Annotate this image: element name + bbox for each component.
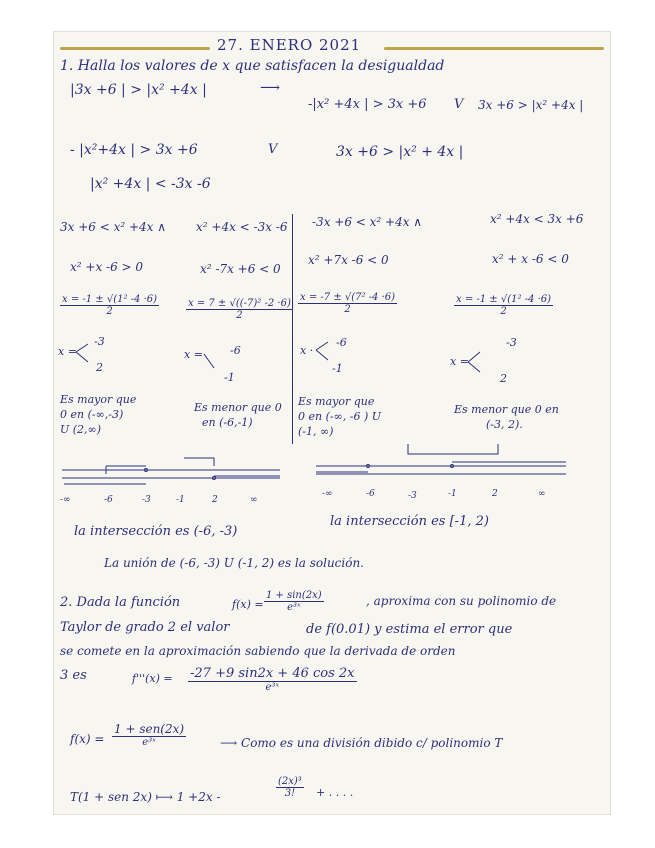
conclusion-2-line-1: Es menor que 0 xyxy=(194,401,282,414)
p2-taylor-lhs: T(1 + sen 2x) ⟼ 1 +2x - xyxy=(70,790,221,804)
sys1-b: x² +4x < -3x -6 xyxy=(196,220,288,234)
sys2-b: x² +4x < 3x +6 xyxy=(490,212,584,226)
p1-statement: 1. Halla los valores de x que satisfacen la desigualdad xyxy=(60,58,445,74)
page-date: 27. ENERO 2021 xyxy=(217,36,362,54)
quad-formula-1-num: x = -1 ± √(1² -4 ·6) xyxy=(62,294,158,305)
p2-lead: 2. Dada la función xyxy=(60,595,181,610)
root1-label: x = xyxy=(58,345,77,358)
p1-arrow: ⟶ xyxy=(260,80,281,96)
union-solution: La unión de (-6, -3) U (-1, 2) es la solución. xyxy=(104,556,364,570)
quad-formula-2 xyxy=(186,298,293,321)
p2-d3-den: e³ˣ xyxy=(265,682,279,693)
p2-line3: se comete en la aproximación sabiendo que la derivada de orden xyxy=(60,644,456,658)
sys2-a: -3x +6 < x² +4x ∧ xyxy=(312,215,423,229)
conclusion-3-line-2: 0 en (-∞, -6 ) U xyxy=(298,410,382,423)
conclusion-1-line-3: U (2,∞) xyxy=(60,423,102,436)
nl2-tick-3: -1 xyxy=(448,489,457,499)
quad-formula-4 xyxy=(454,294,553,317)
conclusion-3 xyxy=(298,394,381,439)
quad-formula-3-den: 2 xyxy=(344,304,351,315)
p1-case-b: 3x +6 > |x² +4x | xyxy=(478,98,584,112)
p2-taylor-den: 3! xyxy=(284,788,296,799)
quad-formula-1 xyxy=(60,294,159,317)
p1-or-1: V xyxy=(454,97,464,112)
p2-d3-lhs: f'''(x) = xyxy=(132,672,173,685)
column-divider xyxy=(292,214,293,444)
quad-formula-2-num: x = 7 ± √((-7)² -2 ·6) xyxy=(188,298,291,309)
nl1-tick-5: ∞ xyxy=(250,495,258,505)
eq3: x² +7x -6 < 0 xyxy=(308,253,389,267)
conclusion-1-line-2: 0 en (-∞,-3) xyxy=(60,408,124,421)
nl2-tick-2: -3 xyxy=(408,491,417,501)
root3-bot: -1 xyxy=(332,362,343,375)
quad-formula-3 xyxy=(298,292,397,315)
p2-f-num: 1 + sin(2x) xyxy=(266,590,322,601)
p1-case-a: -|x² +4x | > 3x +6 xyxy=(308,97,427,112)
header-rule-left xyxy=(60,47,210,50)
p2-d3-fraction xyxy=(188,666,357,693)
p2-fx2-num: 1 + sen(2x) xyxy=(114,722,185,736)
nl2-tick-0: -∞ xyxy=(322,489,333,499)
quad-formula-2-den: 2 xyxy=(236,310,243,321)
conclusion-4-line-2: (-3, 2). xyxy=(486,418,523,431)
conclusion-2-line-2: en (-6,-1) xyxy=(202,416,253,429)
number-line-left xyxy=(54,446,294,510)
root3-label: x · xyxy=(300,344,314,357)
p2-tail1: , aproxima con su polinomio de xyxy=(366,594,557,608)
root4-label: x = xyxy=(450,355,469,368)
notebook-page xyxy=(54,32,610,814)
p2-taylor-tail: + . . . . xyxy=(316,786,354,799)
p1-line2-or: V xyxy=(268,142,278,157)
number-line-right xyxy=(302,436,602,506)
sys1-a: 3x +6 < x² +4x ∧ xyxy=(60,220,167,234)
root4-bot: 2 xyxy=(500,372,507,385)
nl1-tick-2: -3 xyxy=(142,495,151,505)
root3-top: -6 xyxy=(336,336,347,349)
intersection-left: la intersección es (-6, -3) xyxy=(74,524,238,539)
p2-line2b: de f(0.01) y estima el error que xyxy=(306,622,513,637)
conclusion-2 xyxy=(194,400,282,430)
p2-fx2-fraction xyxy=(112,722,186,748)
intersection-right: la intersección es [-1, 2) xyxy=(330,514,489,529)
conclusion-4-line-1: Es menor que 0 en xyxy=(454,403,559,416)
conclusion-3-line-3: (-1, ∞) xyxy=(298,425,334,438)
p2-fx2-den: e³ˣ xyxy=(142,737,156,748)
p2-f-den: e³ˣ xyxy=(287,602,301,613)
p1-inequality: |3x +6 | > |x² +4x | xyxy=(70,82,207,98)
nl2-tick-4: 2 xyxy=(492,489,498,499)
conclusion-3-line-1: Es mayor que xyxy=(298,395,375,408)
p1-line3: |x² +4x | < -3x -6 xyxy=(90,176,211,192)
quad-formula-1-den: 2 xyxy=(106,306,113,317)
header-rule-right xyxy=(384,47,604,50)
nl2-tick-1: -6 xyxy=(366,489,375,499)
p2-taylor-fraction xyxy=(276,776,304,799)
root2-label: x = xyxy=(184,348,203,361)
conclusion-1-line-1: Es mayor que xyxy=(60,393,137,406)
root1-top: -3 xyxy=(94,335,105,348)
root1-bot: 2 xyxy=(96,361,103,374)
nl1-tick-1: -6 xyxy=(104,495,113,505)
quad-formula-4-num: x = -1 ± √(1² -4 ·6) xyxy=(456,294,552,305)
root2-top: -6 xyxy=(230,344,241,357)
p2-note: ⟶ Como es una división dibido c/ polinomio T xyxy=(220,736,503,750)
p2-taylor-num: (2x)³ xyxy=(278,776,302,787)
nl1-tick-4: 2 xyxy=(212,495,218,505)
conclusion-4 xyxy=(454,402,559,432)
p2-fx2-lhs: f(x) = xyxy=(70,732,105,746)
root4-top: -3 xyxy=(506,336,517,349)
p1-line2-left: - |x²+4x | > 3x +6 xyxy=(70,142,198,158)
p2-line4a: 3 es xyxy=(60,668,87,683)
eq4: x² + x -6 < 0 xyxy=(492,252,569,266)
p1-line2-right: 3x +6 > |x² + 4x | xyxy=(336,144,464,160)
p2-line2a: Taylor de grado 2 el valor xyxy=(60,620,230,635)
nl1-tick-3: -1 xyxy=(176,495,185,505)
eq1: x² +x -6 > 0 xyxy=(70,260,144,274)
p2-f-lhs: f(x) = xyxy=(232,598,264,611)
nl2-tick-5: ∞ xyxy=(538,489,546,499)
p2-d3-num: -27 +9 sin2x + 46 cos 2x xyxy=(190,666,355,681)
conclusion-1 xyxy=(60,392,136,437)
eq2: x² -7x +6 < 0 xyxy=(200,262,281,276)
quad-formula-3-num: x = -7 ± √(7² -4 ·6) xyxy=(300,292,396,303)
quad-formula-4-den: 2 xyxy=(500,306,507,317)
root2-bot: -1 xyxy=(224,371,235,384)
p2-f-fraction xyxy=(264,590,324,613)
nl1-tick-0: -∞ xyxy=(60,495,71,505)
